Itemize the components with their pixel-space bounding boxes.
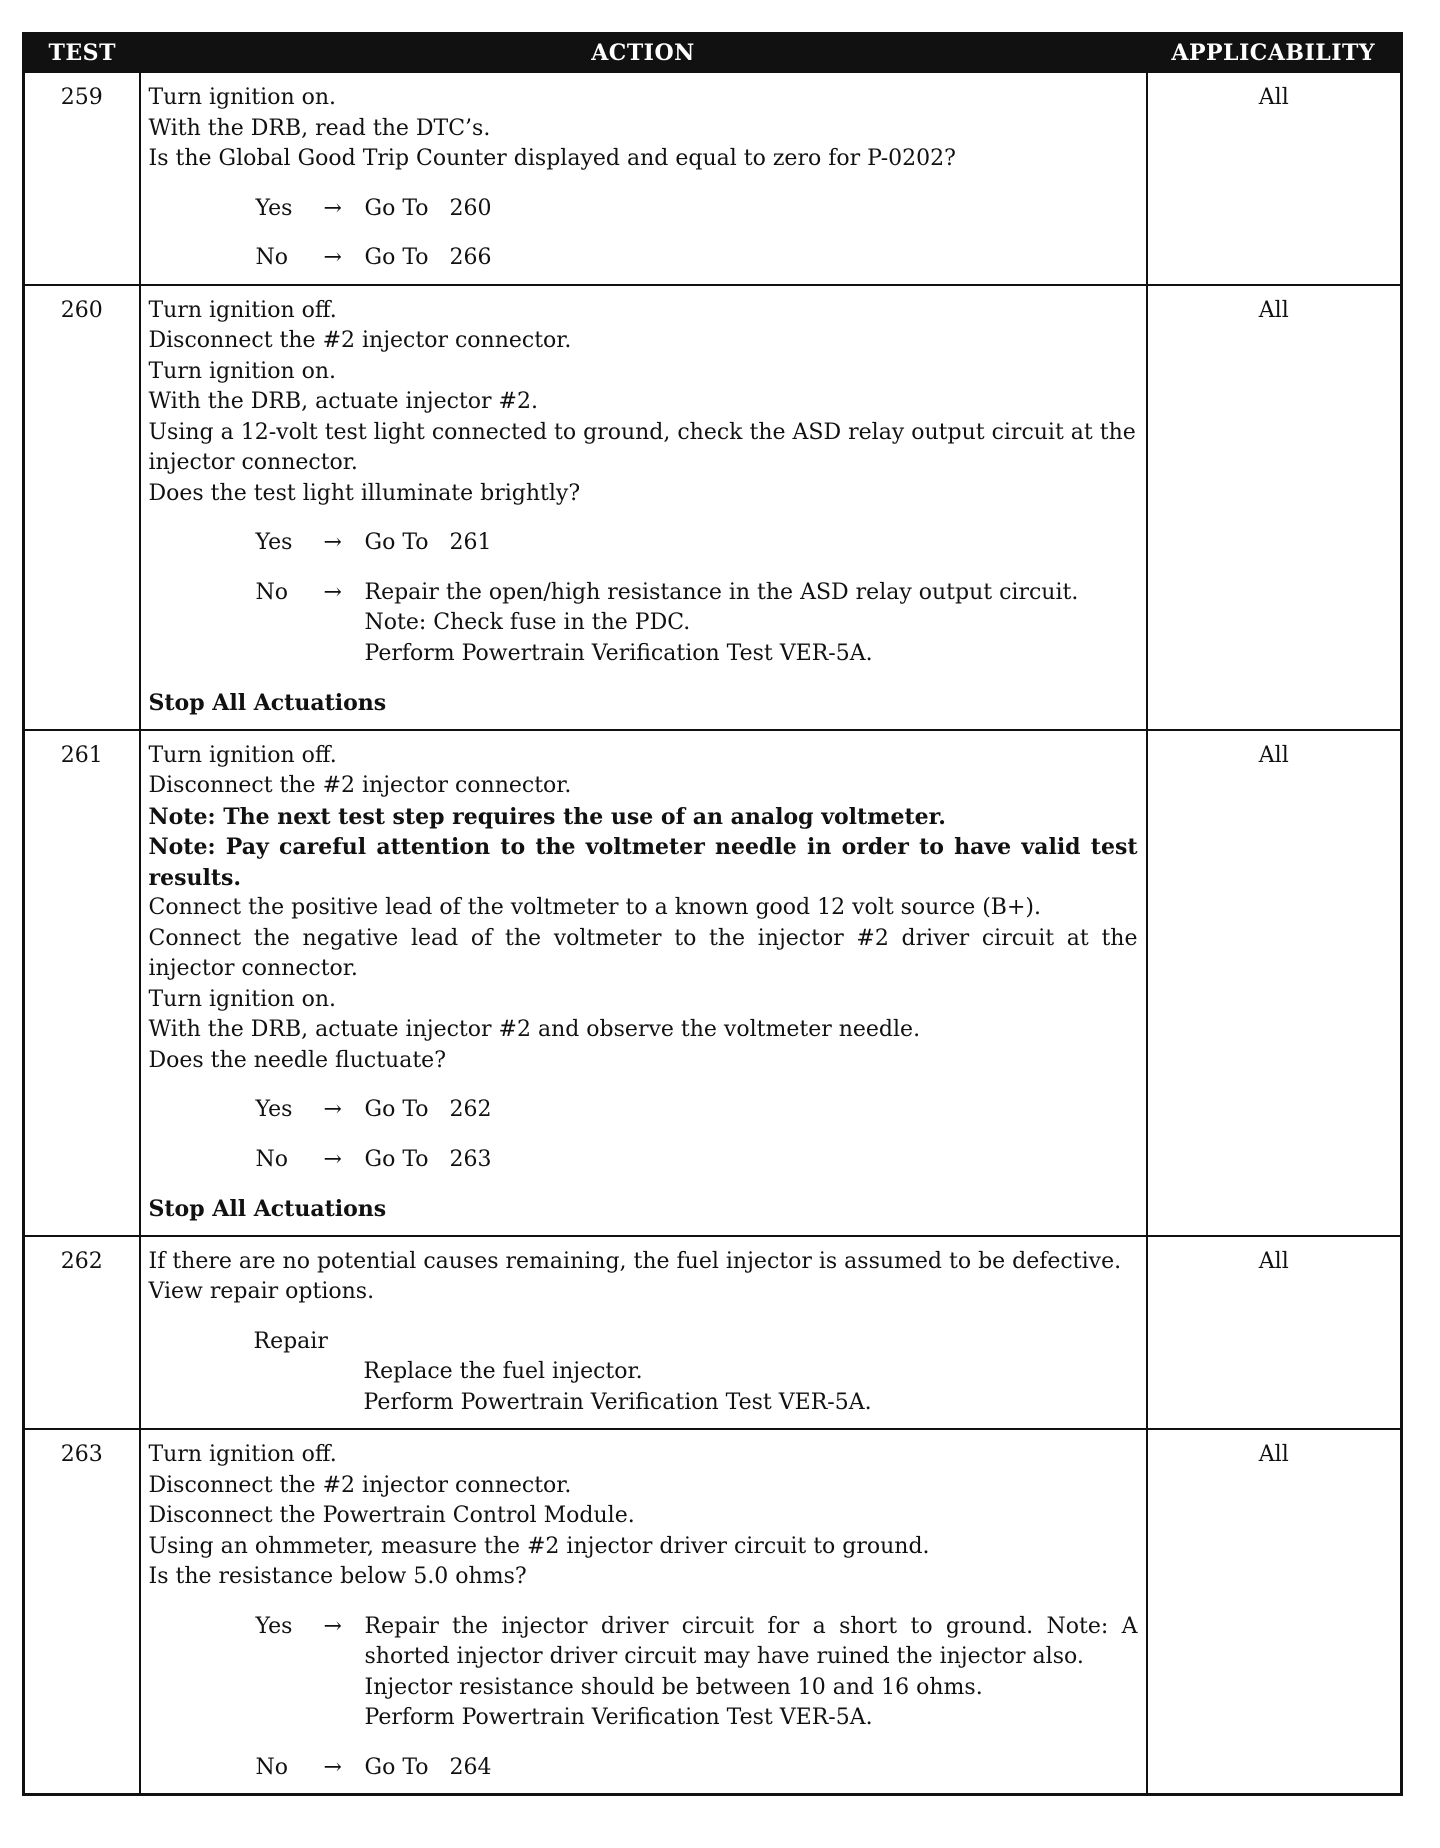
- repair-block: [149, 1327, 1138, 1419]
- no-label: No: [255, 1146, 288, 1172]
- action-line: Disconnect the #2 injector connector.: [148, 328, 572, 353]
- test-number: 260: [24, 285, 140, 730]
- arrow-right-icon: →: [323, 579, 342, 605]
- action-line: Disconnect the #2 injector connector.: [148, 773, 572, 798]
- note-line: Note: The next test step requires the use of an analog voltmeter.: [148, 803, 946, 830]
- arrow-right-icon: →: [323, 1754, 342, 1780]
- stop-actuations: Stop All Actuations: [148, 690, 387, 716]
- action-line: Is the resistance below 5.0 ohms?: [148, 1564, 527, 1589]
- test-action: [140, 72, 1147, 285]
- repair-label: Repair: [253, 1328, 328, 1354]
- arrow-right-icon: →: [323, 1097, 342, 1122]
- test-applicability: All: [1147, 730, 1402, 1236]
- action-line: Is the Global Good Trip Counter displayed and equal to zero for P-0202?: [148, 146, 956, 171]
- yes-result: [365, 1612, 1138, 1734]
- goto-text: Go To 260: [364, 195, 492, 221]
- action-line: Turn ignition off.: [148, 742, 337, 768]
- header-test: TEST: [24, 34, 140, 73]
- arrow-right-icon: →: [323, 245, 342, 270]
- yes-label: Yes: [255, 195, 293, 221]
- result-line: Perform Powertrain Verification Test VER-5A.: [364, 1705, 873, 1730]
- result-line: Injector resistance should be between 10 and 16 ohms.: [364, 1674, 983, 1700]
- action-line: With the DRB, actuate injector #2.: [148, 389, 538, 414]
- no-label: No: [255, 245, 288, 270]
- repair-line: Perform Powertrain Verification Test VER-5A.: [363, 1389, 872, 1415]
- test-action: [140, 1236, 1147, 1430]
- goto-text: Go To 263: [364, 1146, 492, 1172]
- no-label: No: [255, 579, 288, 605]
- action-line: Using an ohmmeter, measure the #2 injector driver circuit to ground.: [148, 1533, 930, 1559]
- no-branch: [149, 578, 1138, 670]
- yes-label: Yes: [255, 1613, 293, 1639]
- header-applicability: APPLICABILITY: [1147, 34, 1402, 73]
- table-row: [24, 1429, 1402, 1795]
- test-action: [140, 285, 1147, 730]
- action-line: View repair options.: [148, 1279, 375, 1304]
- yes-label: Yes: [255, 530, 293, 555]
- action-line: With the DRB, actuate injector #2 and observe the voltmeter needle.: [148, 1017, 921, 1042]
- action-line: Turn ignition on.: [148, 986, 337, 1012]
- action-line: Turn ignition off.: [148, 297, 337, 323]
- result-line: Repair the open/high resistance in the ASD relay output circuit.: [364, 579, 1079, 605]
- test-applicability: All: [1147, 72, 1402, 285]
- goto-text: Go To 261: [364, 530, 492, 555]
- action-line: Connect the positive lead of the voltmeter to a known good 12 volt source (B+).: [148, 895, 1041, 920]
- test-applicability: All: [1147, 285, 1402, 730]
- result-line: Note: Check fuse in the PDC.: [364, 610, 691, 635]
- test-action: [140, 1429, 1147, 1795]
- goto-text: Go To 266: [364, 245, 492, 270]
- table-header-row: [24, 34, 1402, 73]
- test-number: 262: [24, 1236, 140, 1430]
- action-line: Turn ignition off.: [148, 1442, 337, 1467]
- no-branch: [149, 1145, 1138, 1176]
- yes-branch: [149, 194, 1138, 225]
- action-line: Disconnect the Powertrain Control Module.: [148, 1503, 635, 1528]
- table-row: [24, 285, 1402, 730]
- test-number: 261: [24, 730, 140, 1236]
- yes-branch: [149, 1612, 1138, 1734]
- no-result: [365, 578, 1138, 670]
- diagnostic-table: [22, 32, 1403, 1796]
- test-action: [140, 730, 1147, 1236]
- action-line: Does the test light illuminate brightly?: [148, 480, 581, 506]
- test-applicability: All: [1147, 1236, 1402, 1430]
- yes-branch: [149, 528, 1138, 559]
- arrow-right-icon: →: [323, 1613, 342, 1639]
- test-number: 263: [24, 1429, 140, 1795]
- result-line: Perform Powertrain Verification Test VER-5A.: [364, 640, 873, 666]
- action-line: Disconnect the #2 injector connector.: [148, 1472, 572, 1498]
- yes-label: Yes: [255, 1097, 293, 1122]
- action-line: If there are no potential causes remaining, the fuel injector is assumed to be defective.: [148, 1248, 1122, 1274]
- no-label: No: [255, 1754, 288, 1780]
- arrow-right-icon: →: [323, 195, 342, 221]
- action-line: Turn ignition on.: [148, 85, 337, 110]
- arrow-right-icon: →: [323, 530, 342, 555]
- arrow-right-icon: →: [323, 1146, 342, 1172]
- goto-text: Go To 264: [364, 1754, 492, 1780]
- header-action: ACTION: [140, 34, 1147, 73]
- no-branch: [149, 1753, 1138, 1784]
- action-line: Turn ignition on.: [148, 358, 337, 384]
- test-number: 259: [24, 72, 140, 285]
- test-applicability: All: [1147, 1429, 1402, 1795]
- goto-text: Go To 262: [364, 1097, 492, 1122]
- table-row: [24, 1236, 1402, 1430]
- table-row: [24, 730, 1402, 1236]
- diagnostic-page: [22, 32, 1403, 1796]
- action-line: Using a 12-volt test light connected to ground, check the ASD relay output circuit at the injector connector.: [148, 419, 1136, 475]
- repair-line: Replace the fuel injector.: [363, 1359, 643, 1384]
- action-line: Does the needle fluctuate?: [148, 1047, 446, 1073]
- stop-actuations: Stop All Actuations: [148, 1196, 387, 1222]
- table-row: [24, 72, 1402, 285]
- yes-branch: [149, 1095, 1138, 1126]
- action-line: With the DRB, read the DTC’s.: [148, 115, 491, 141]
- action-line: Connect the negative lead of the voltmeter to the injector #2 driver circuit at the injector connector.: [148, 925, 1138, 981]
- result-line: Repair the injector driver circuit for a short to ground. Note: A shorted injector driver circuit may have ruined the injector also.: [364, 1613, 1138, 1669]
- no-branch: [149, 243, 1138, 274]
- note-line: Note: Pay careful attention to the voltmeter needle in order to have valid test results.: [148, 834, 1138, 891]
